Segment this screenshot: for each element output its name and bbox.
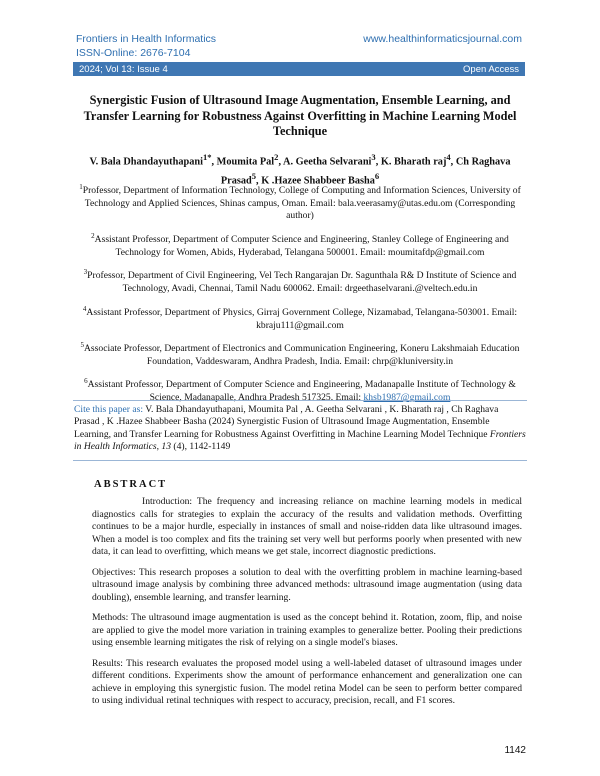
citation-pages: (4), 1142-1149 [173, 441, 231, 453]
author-sup: 4 [446, 152, 451, 162]
citation-label: Cite this paper as: [74, 404, 144, 415]
abstract-heading: ABSTRACT [94, 479, 168, 490]
affiliation [76, 230, 524, 259]
issue-bar [73, 62, 525, 76]
affiliation-text: Professor, Department of Civil Engineering, Vel Tech Rangarajan Dr. Sagunthala R& D Institute of Science and Technology, Avadi, Chennai, Tamil Nadu 600062. Email: drgeethaselvarani.@veltech.edu.in [87, 270, 517, 295]
email-link[interactable]: khsb1987@gmail.com [363, 392, 451, 404]
author: K .Hazee Shabbeer Basha [261, 175, 375, 187]
affiliation-text: Assistant Professor, Department of Computer Science and Engineering, Stanley College of Engineering and Technology for Women, Abids, Hyderabad, Telangana 500001. Email: moumitafdp@gmail.com [94, 234, 509, 258]
author-sup: 3 [371, 152, 376, 162]
affiliation [76, 266, 524, 295]
author: K. Bharath raj [380, 156, 447, 168]
abstract-body [92, 496, 522, 716]
author-list: V. Bala Dhandayuthapani$^{1*}$, Moumita Pal$^2$, A. Geetha Selvarani$^3$, K. Bharath raj$^4$, Ch Raghava Prasad$^5$, K .Hazee Shabbeer Basha$^6$ [89, 152, 511, 187]
issn: ISSN-Online: 2676-7104 [76, 47, 191, 59]
issue-label: 2024; Vol 13: Issue 4 [79, 63, 168, 75]
citation-text: V. Bala Dhandayuthapani, Moumita Pal , A. Geetha Selvarani , K. Bharath raj , Ch Raghava Prasad , K .Hazee Shabbeer Basha (2024) Synergistic Fusion of Ultrasound Image Augmentation, Ensemble Learning, and Transfer Learning for Robustness Against Overfitting in Machine Learning Model Technique [74, 404, 499, 440]
abstract-paragraph: Results: This research evaluates the proposed model using a well-labeled dataset of ultrasound images under different conditions. Experiments show the amount of performance enhancement and generalization one can achieve in employing this synergistic fusion. The model retina Model can be seen to perform better compared to using individual retinal techniques with respect to accuracy, precision, recall, and F1 scores. [92, 657, 522, 706]
affiliation-sup: 5 [80, 341, 84, 350]
page-number: 1142 [504, 745, 526, 756]
citation-journal: Frontiers in Health Informatics, 13 [74, 428, 526, 453]
affiliation-sup: 3 [83, 268, 88, 277]
affiliation-sup: 1 [79, 183, 83, 191]
affiliation-sup: 4 [82, 304, 87, 313]
author-sup: 6 [374, 171, 380, 182]
author-sup: 5 [251, 171, 257, 182]
author: Ch Raghava Prasad [220, 156, 511, 187]
author: A. Geetha Selvarani [283, 156, 372, 168]
abstract-paragraph: Objectives: This research proposes a solution to deal with the overfitting problem in machine learning-based ultrasound image analysis by combining three advanced methods: ultrasound image augmentation (using data doubling), ensemble learning, and transfer learning. [92, 566, 522, 603]
affiliation-text: Associate Professor, Department of Electronics and Communication Engineering, Koneru Lakshmaiah Education Foundation, Vaddeswaram, Andhra Pradesh, India. Email: chrp@kluniversity.in [84, 343, 520, 367]
paper-title: Synergistic Fusion of Ultrasound Image Augmentation, Ensemble Learning, and Transfer Learning for Robustness Against Overfitting in Machine Learning Model Technique [83, 93, 517, 138]
affiliation-sup: 6 [84, 377, 88, 386]
affiliation-text: Assistant Professor, Department of Computer Science and Engineering, Madanapalle Institute of Technology & Science, Madanapalle, Andhra Pradesh 517325. Email: [87, 379, 516, 404]
affiliation-text: Assistant Professor, Department of Physics, Girraj Government College, Nizamabad, Telangana-503001. Email: kbraju111@gmail.com [86, 306, 518, 331]
affiliations [76, 181, 524, 412]
affiliation [76, 339, 524, 368]
author-sup: 2 [274, 152, 279, 162]
author-sup: 1* [202, 152, 212, 162]
citation-divider-bottom [73, 460, 527, 461]
author: V. Bala Dhandayuthapani [89, 156, 203, 168]
affiliation-text: Professor, Department of Information Technology, College of Computing and Information Sciences, University of Technology and Applied Sciences, Shinas campus, Oman. Email: bala.veerasamy@utas.edu.om (Corresponding author) [82, 185, 521, 222]
citation-divider-top [73, 400, 527, 401]
journal-name: Frontiers in Health Informatics [76, 33, 217, 45]
author: Moumita Pal [216, 156, 275, 168]
affiliation [76, 303, 524, 332]
abstract-paragraph: Introduction: The frequency and increasing reliance on machine learning models in medical diagnostics calls for strategies to explain the accuracy of the results and validation methods. Overfitting continues to be a major hurdle, especially in instances of small and noise-ridden data like ultrasound images. When a model is too complex and fits the training set very well but performs poorly when presented with new data, it can lead to overfitting, which means we get stale, incorrect diagnostic predictions. [92, 496, 522, 557]
open-access-label: Open Access [463, 63, 519, 75]
affiliation [76, 181, 524, 223]
abstract-paragraph: Methods: The ultrasound image augmentation is used as the concept behind it. Rotation, zoom, flip, and noise are applied to give the model more variation in training examples to generalize better. Pooling their predictions using ensemble learning mitigates the risk of relying on a single model's biases. [92, 612, 522, 648]
affiliation-sup: 2 [91, 231, 95, 240]
citation-block [74, 404, 526, 454]
journal-url[interactable]: www.healthinformaticsjournal.com [363, 33, 522, 45]
